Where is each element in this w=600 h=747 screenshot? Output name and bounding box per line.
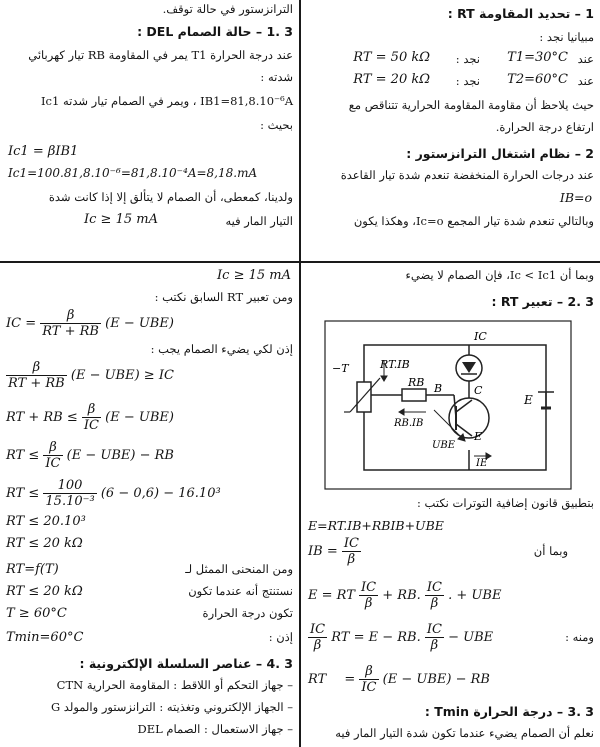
denominator: 15.10⁻³	[45, 494, 95, 509]
emitter-label: E	[474, 430, 483, 443]
column-divider-bottom	[299, 262, 301, 747]
fraction	[6, 360, 67, 391]
emitter-current-label: IE	[476, 458, 488, 469]
eq-part: E = RT	[308, 588, 355, 603]
text-line: عند درجة الحرارة T1 يمر في المقاومة RB تيار كهربائي	[28, 48, 293, 62]
text-line: وبالتالي تنعدم شدة تيار المجمع Ic=o، وهكذا يكون	[353, 214, 594, 228]
equation: T ≥ 60°C	[6, 606, 67, 621]
rt-current-label: RT.IB	[380, 358, 410, 371]
text-line: ومنه :	[565, 630, 594, 644]
text-line: تكون درجة الحرارة	[202, 606, 293, 620]
resistance-value: RT = 50 kΩ	[353, 50, 430, 65]
denominator: β	[347, 552, 356, 567]
bottom-left-section	[4, 264, 295, 747]
temperature-value: T1=30°C	[507, 50, 568, 65]
generator-label: E	[524, 393, 533, 407]
equation	[6, 308, 174, 339]
collector-label: C	[474, 384, 483, 397]
numerator: IC	[426, 622, 442, 637]
eq-rhs: (E − UBE) − RB	[66, 448, 174, 463]
numerator: β	[359, 664, 378, 680]
row-label: عند	[577, 74, 594, 88]
numerator: IC	[426, 580, 442, 595]
equation: RT ≤ 20.10³	[6, 514, 86, 529]
fraction	[425, 622, 444, 653]
text-line: ارتفاع درجة الحرارة.	[495, 120, 594, 134]
equation: E=RT.IB+RBIB+UBE	[308, 518, 444, 533]
rb-label: RB	[408, 376, 425, 389]
eq-lhs: RT ≤	[6, 486, 40, 501]
eq-equals: =	[344, 672, 356, 687]
text-line: التيار المار فيه	[225, 214, 293, 228]
top-right-section	[304, 0, 598, 260]
collector-current-label: IC	[474, 330, 487, 343]
text-line: نعلم أن الصمام يضيء عندما تكون شدة التيار المار فيه	[335, 726, 594, 740]
numerator: IC	[343, 536, 359, 551]
fraction	[342, 536, 361, 567]
list-item: – جهاز الاستعمال : الصمام DEL	[137, 722, 293, 736]
eq-rhs: (6 − 0,6) − 16.10³	[100, 486, 221, 501]
text-line: إذن لكي يضيء الصمام يجب :	[150, 342, 293, 356]
eq-part: + RB.	[382, 588, 421, 603]
eq-lhs: IC =	[6, 316, 37, 331]
eq-lhs: RT + RB ≤	[6, 410, 78, 425]
column-divider-top	[299, 0, 301, 262]
bottom-right-section	[304, 264, 598, 747]
text-line: نستنتج أنه عندما تكون	[188, 584, 293, 598]
equation	[308, 536, 361, 567]
section-title: 1 – تحديد المقاومة RT :	[447, 6, 594, 21]
section-title: 3 .3 – درجة الحرارة Tmin :	[424, 704, 594, 719]
denominator: IC	[83, 418, 99, 433]
fraction	[308, 622, 327, 653]
eq-rhs: (E − UBE)	[105, 316, 174, 331]
equation	[308, 580, 501, 611]
eq-part: RT = E − RB.	[331, 630, 421, 645]
equation: Ic ≥ 15 mA	[217, 268, 291, 283]
text-line: ولدينا، كمعطى، أن الصمام لا يتألق إلا إذا كانت شدة	[48, 190, 293, 204]
text-line: وبما أن	[533, 544, 568, 558]
fraction	[359, 664, 378, 695]
base-label: B	[434, 382, 443, 395]
text-line: شدته :	[260, 70, 293, 84]
text-line: بتطبيق قانون إضافية التوترات نكتب :	[417, 496, 594, 510]
fraction	[43, 440, 62, 471]
text-line: مبيانيا نجد :	[539, 30, 594, 44]
circuit-diagram	[324, 320, 572, 490]
text-line: حيث يلاحظ أن مقاومة المقاومة الحرارية تتناقص مع	[348, 98, 594, 112]
fraction	[425, 580, 444, 611]
denominator: IC	[45, 456, 61, 471]
denominator: β	[430, 638, 439, 653]
numerator: β	[40, 308, 101, 324]
row-label: نجد :	[455, 74, 480, 88]
fraction	[40, 308, 101, 339]
top-left-section	[4, 0, 295, 260]
equation: RT=f(T)	[6, 562, 59, 577]
row-label: عند	[577, 52, 594, 66]
text-line: وبما أن Ic < Ic1، فإن الصمام لا يضيء	[405, 268, 594, 282]
thermistor-label: −T	[332, 362, 349, 375]
list-item: – الجهاز الإلكتروني وتغذيته : الترانزستور والمولد G	[50, 700, 293, 714]
eq-part: − UBE	[448, 630, 494, 645]
text-line: بحيث :	[260, 118, 293, 132]
base-resistor-symbol	[402, 389, 426, 401]
fraction	[359, 580, 378, 611]
numerator: β	[6, 360, 67, 376]
text-line: ومن المنحنى الممثل لـ	[185, 562, 293, 576]
equation	[6, 478, 221, 509]
numerator: IC	[310, 622, 326, 637]
row-label: نجد :	[455, 52, 480, 66]
fraction	[82, 402, 101, 433]
section-title: 2 – نظام اشتغال الترانزستور :	[406, 146, 594, 161]
denominator: β	[430, 596, 439, 611]
list-item: – جهاز التحكم أو اللاقط : المقاومة الحرارية CTN	[56, 678, 293, 692]
denominator: RT + RB	[42, 324, 99, 339]
numerator: β	[82, 402, 101, 418]
eq-lhs: IB =	[308, 544, 338, 559]
equation: IB=o	[559, 190, 592, 205]
equation	[6, 402, 174, 433]
equation	[6, 360, 174, 391]
ube-label: UBE	[432, 440, 456, 451]
rbib-label: RB.IB	[394, 418, 424, 429]
equation	[308, 664, 490, 695]
numerator: 100	[43, 478, 96, 494]
equation	[6, 440, 174, 471]
section-title: 3 .2 – تعبير RT :	[491, 294, 594, 309]
equation: Tmin=60°C	[6, 630, 84, 645]
numerator: β	[43, 440, 62, 456]
equation: Ic1 = βIB1	[8, 144, 79, 159]
denominator: RT + RB	[8, 376, 65, 391]
eq-rhs: (E − UBE) ≥ IC	[70, 368, 174, 383]
denominator: IC	[361, 680, 377, 695]
denominator: β	[313, 638, 322, 653]
fraction	[43, 478, 96, 509]
denominator: β	[364, 596, 373, 611]
equation	[308, 622, 493, 653]
section-title: 3 .1 – حالة الصمام DEL :	[137, 24, 293, 39]
equation: Ic1=100.81,8.10⁻⁶=81,8.10⁻⁴A=8,18.mA	[8, 166, 258, 180]
eq-rhs: (E − UBE) − RB	[382, 672, 490, 687]
eq-rhs: (E − UBE)	[105, 410, 174, 425]
equation: RT ≤ 20 kΩ	[6, 536, 83, 551]
text-line: عند درجات الحرارة المنخفضة تنعدم شدة تيار القاعدة	[340, 168, 594, 182]
eq-lhs: RT	[308, 672, 327, 687]
text-line: IB1=81,8.10⁻⁶A ، ويمر في الصمام تيار شدته Ic1	[41, 94, 293, 108]
equation: RT ≤ 20 kΩ	[6, 584, 83, 599]
eq-lhs: RT ≤	[6, 448, 40, 463]
text-line: إذن :	[268, 630, 293, 644]
eq-part: . + UBE	[448, 588, 502, 603]
section-title: 3 .4 – عناصر السلسلة الإلكترونية :	[79, 656, 293, 671]
resistance-value: RT = 20 kΩ	[353, 72, 430, 87]
equation: Ic ≥ 15 mA	[84, 212, 158, 227]
text-line: ومن تعبير RT السابق نكتب :	[154, 290, 293, 304]
numerator: IC	[361, 580, 377, 595]
text-line: الترانزستور في حالة توقف.	[162, 2, 293, 16]
temperature-value: T2=60°C	[507, 72, 568, 87]
